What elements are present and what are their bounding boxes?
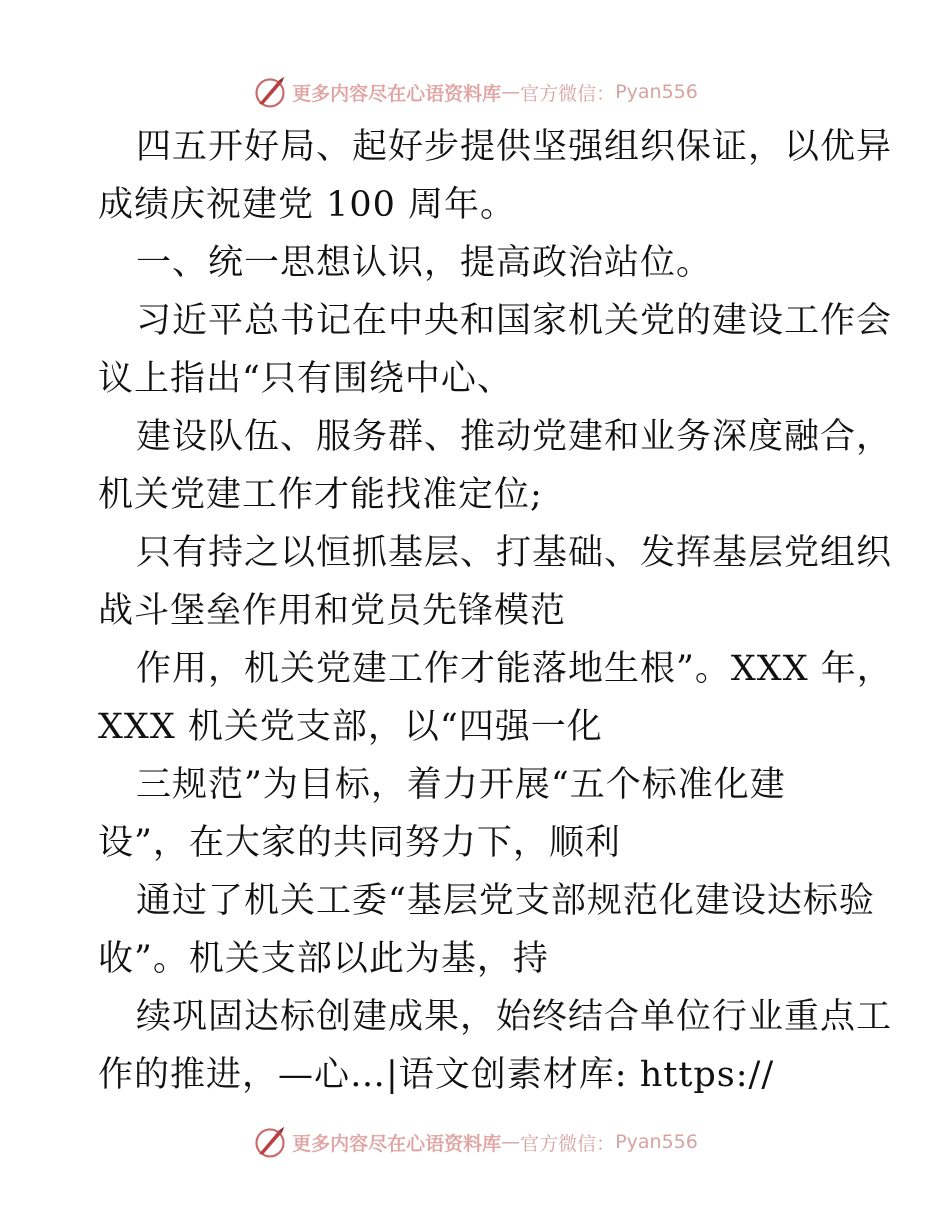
quill-pen-logo-icon [252,74,288,110]
text-line: 战斗堡垒作用和党员先锋模范 [98,591,567,631]
watermark-brand: 更多内容尽在心语资料库 [292,1132,502,1155]
text-line: 作的推进，—心…|语文创素材库: https:// [98,1055,775,1095]
watermark-wechat-label: 官方微信： [520,82,616,105]
text-line: 四五开好局、起好步提供坚强组织保证，以优异 [136,127,893,167]
text-line: 收”。机关支部以此为基，持 [98,939,549,979]
watermark-header [0,74,950,110]
watermark-wechat-id: Pyan556 [615,1131,698,1153]
watermark-wechat-label: 官方微信： [520,1132,616,1155]
text-line: 习近平总书记在中央和国家机关党的建设工作会 [136,301,893,341]
watermark-footer [0,1124,950,1160]
text-line: 机关党建工作才能找准定位; [98,475,543,515]
document-body [98,118,898,1104]
quill-pen-logo-icon [252,1124,288,1160]
text-line: 通过了机关工委“基层党支部规范化建设达标验 [136,881,875,921]
watermark-brand: 更多内容尽在心语资料库 [292,82,502,105]
watermark-dash: — [501,1131,521,1153]
text-line: 只有持之以恒抓基层、打基础、发挥基层党组织 [136,533,893,573]
text-line: 议上指出“只有围绕中心、 [98,359,513,399]
text-line: 设”，在大家的共同努力下，顺利 [98,823,621,863]
text-line: XXX 机关党支部，以“四强一化 [98,707,603,747]
text-line: 三规范”为目标，着力开展“五个标准化建 [136,765,786,805]
watermark-dash: — [501,81,521,103]
section-heading: 一、统一思想认识，提高政治站位。 [136,243,713,283]
text-line: 成绩庆祝建党 100 周年。 [98,185,517,225]
text-line: 作用，机关党建工作才能落地生根”。XXX 年， [136,649,893,689]
text-line: 建设队伍、服务群、推动党建和业务深度融合， [136,417,893,457]
text-line: 续巩固达标创建成果，始终结合单位行业重点工 [136,997,893,1037]
watermark-wechat-id: Pyan556 [615,81,698,103]
